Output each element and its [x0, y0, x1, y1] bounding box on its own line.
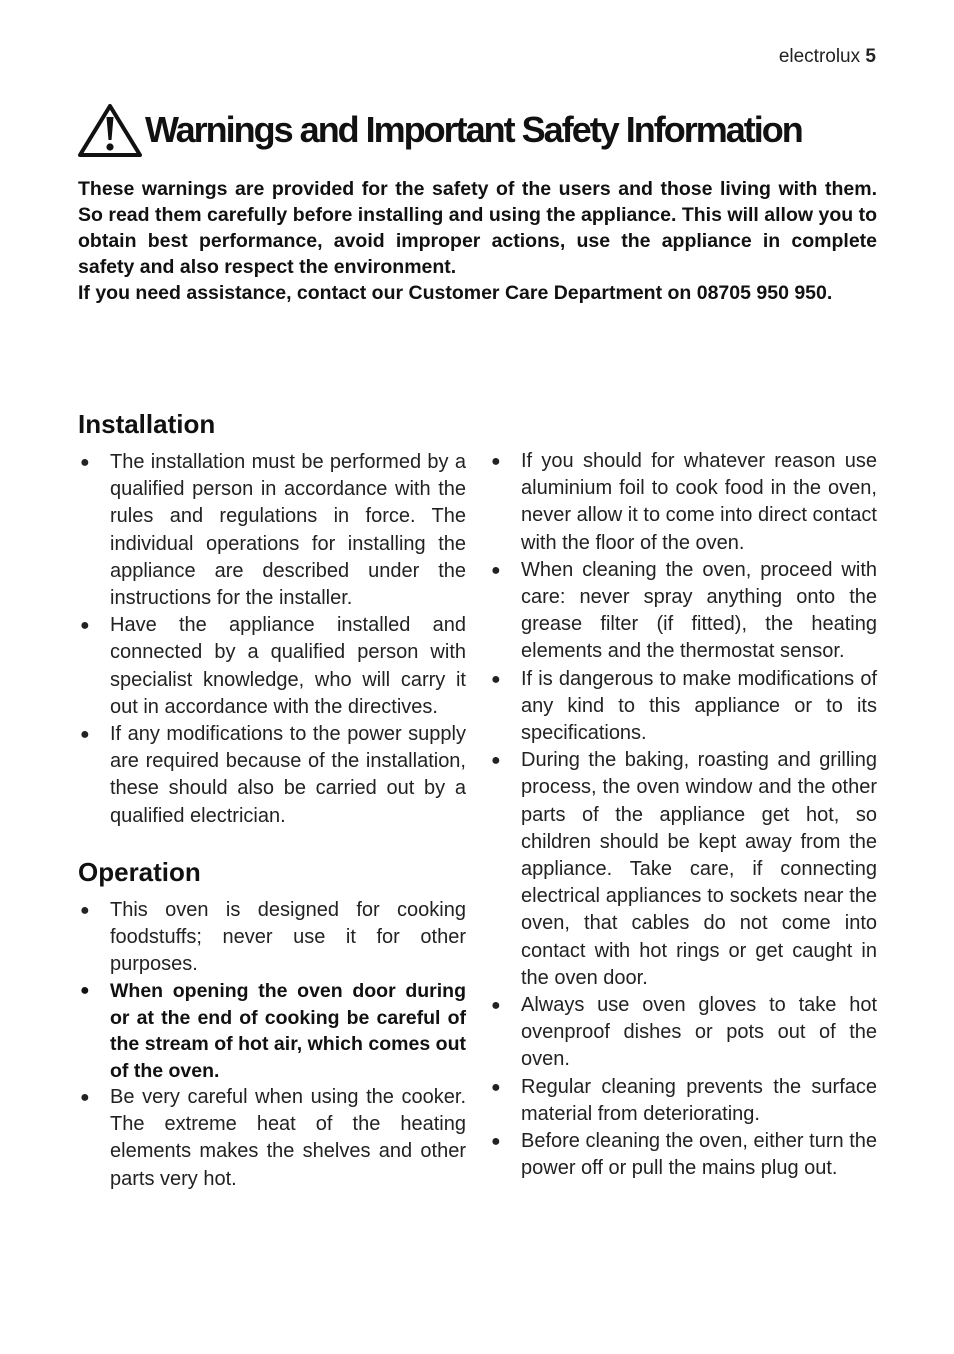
warning-triangle-icon	[77, 102, 143, 158]
list-item-text: When opening the oven door during or at the end of cooking be careful of the stream of hot air, which comes out of the oven.	[110, 980, 466, 1082]
page-title: Warnings and Important Safety Information	[145, 109, 802, 150]
list-item-text: If you should for whatever reason use aluminium foil to cook food in the oven, never allow it to come into direct contact with the floor of the oven.	[521, 450, 877, 554]
installation-heading: Installation	[78, 409, 216, 439]
bullet-icon: ●	[491, 561, 501, 579]
bullet-icon: ●	[491, 997, 501, 1015]
list-item-text: During the baking, roasting and grilling process, the oven window and the other parts of the appliance get hot, so children should be kept away from the appliance. Take care, if connecting electrical appliances to sockets near the oven, that cables do not come into contact with hot rings or get caught in the oven door.	[521, 749, 877, 989]
intro-paragraph: These warnings are provided for the safety of the users and those living with them. So read them carefully before installing and using the appliance. This will allow you to obtain best performance, avoid improper actions, use the appliance in complete safety and also respect the environment.	[78, 178, 877, 278]
intro-assistance: If you need assistance, contact our Customer Care Department on 08705 950 950.	[78, 282, 833, 304]
list-item	[78, 449, 466, 612]
bullet-icon: ●	[80, 726, 90, 744]
installation-list	[78, 449, 466, 830]
list-item	[489, 448, 877, 557]
right-column	[489, 448, 877, 1182]
bullet-icon: ●	[491, 453, 501, 470]
list-item-text: When cleaning the oven, proceed with care: never spray anything onto the grease filter (if fitted), the heating elements and the thermostat sensor.	[521, 558, 877, 663]
list-item-text: If is dangerous to make modifications of any kind to this appliance or to its specifications.	[521, 667, 877, 745]
right-list	[489, 448, 877, 1182]
bullet-icon: ●	[491, 1078, 501, 1096]
operation-list	[78, 897, 466, 1193]
list-item	[78, 897, 466, 979]
list-item	[489, 1074, 877, 1128]
bullet-icon: ●	[491, 1133, 501, 1151]
bullet-icon: ●	[80, 617, 90, 635]
page-header	[779, 46, 876, 68]
brand-name: electrolux	[778, 46, 861, 67]
list-item-text: This oven is designed for cooking foodstuffs; never use it for other purposes.	[110, 898, 466, 976]
title-row	[77, 102, 802, 158]
list-item	[78, 721, 466, 830]
list-item-text: The installation must be performed by a qualified person in accordance with the rules and regulations in force. The individual operations for installing the appliance are described under the instructions for the installer.	[110, 451, 466, 610]
operation-heading: Operation	[78, 856, 201, 887]
list-item	[489, 666, 877, 748]
list-item-text: Always use oven gloves to take hot ovenproof dishes or pots out of the oven.	[521, 994, 877, 1071]
list-item	[78, 1084, 466, 1193]
bullet-icon: ●	[491, 752, 501, 770]
list-item-text: Be very careful when using the cooker. The extreme heat of the heating elements makes the shelves and other parts very hot.	[110, 1086, 466, 1190]
intro-text	[78, 176, 877, 306]
list-item-text: Have the appliance installed and connected by a qualified person with specialist knowledge, who will carry it out in accordance with the directives.	[110, 614, 466, 718]
bullet-icon: ●	[80, 982, 90, 1000]
bullet-icon: ●	[80, 1089, 90, 1107]
list-item	[489, 557, 877, 666]
bullet-icon: ●	[491, 670, 501, 688]
list-item-text: Regular cleaning prevents the surface material from deteriorating.	[521, 1075, 877, 1125]
list-item	[78, 978, 466, 1084]
bullet-icon: ●	[80, 901, 90, 919]
left-column	[78, 406, 466, 1193]
list-item	[78, 612, 466, 721]
list-item-text: If any modifications to the power supply are required because of the installation, these should also be carried out by a qualified electrician.	[110, 723, 466, 827]
bullet-icon: ●	[80, 454, 90, 471]
list-item	[489, 747, 877, 992]
page-number: 5	[865, 46, 876, 67]
list-item	[489, 992, 877, 1074]
list-item-text: Before cleaning the oven, either turn the power off or pull the mains plug out.	[521, 1130, 877, 1180]
list-item	[489, 1128, 877, 1182]
